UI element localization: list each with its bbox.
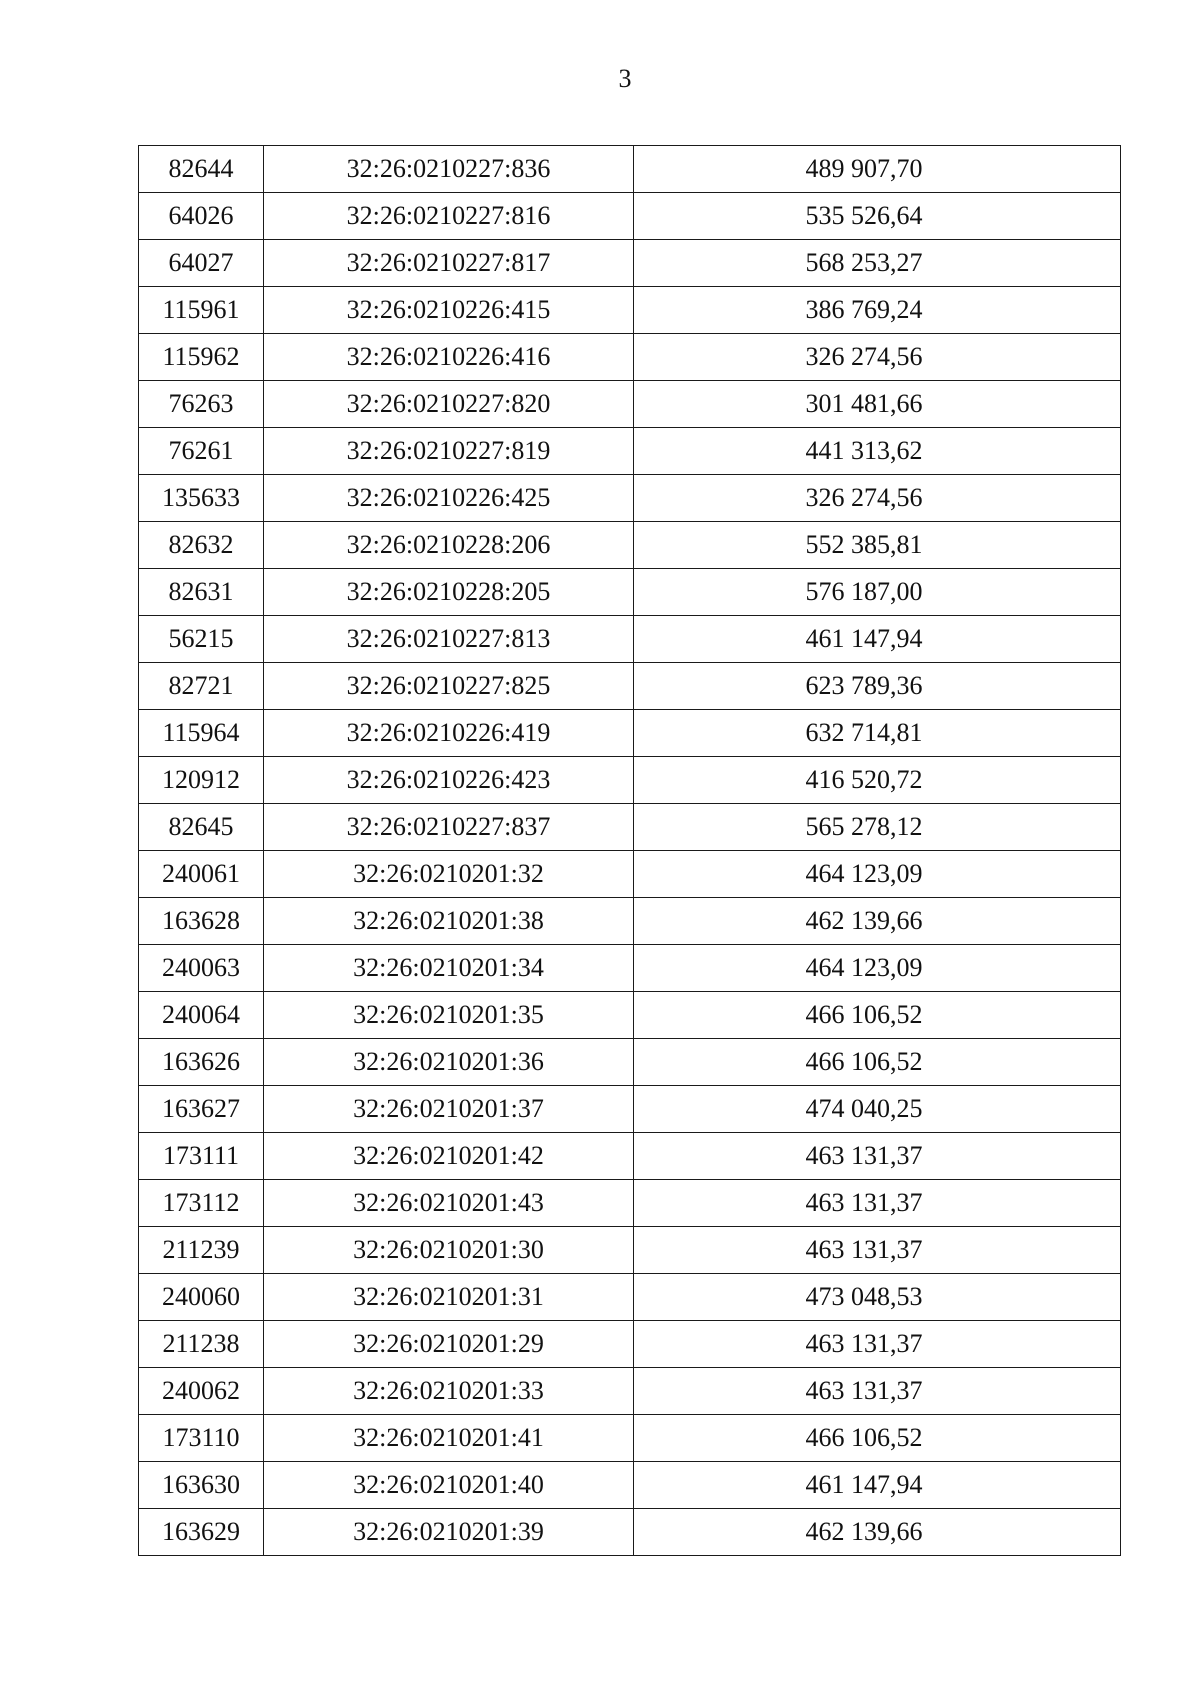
cadastral-value-cell: 463 131,37 (634, 1133, 1121, 1180)
object-id-cell: 120912 (139, 757, 264, 804)
cadastral-value-cell: 326 274,56 (634, 334, 1121, 381)
table-row (139, 240, 1121, 287)
cadastral-value-cell: 461 147,94 (634, 1462, 1121, 1509)
object-id-cell: 163628 (139, 898, 264, 945)
cadastral-number-cell: 32:26:0210226:415 (264, 287, 634, 334)
table-row (139, 757, 1121, 804)
cadastral-number-cell: 32:26:0210201:32 (264, 851, 634, 898)
cadastral-value-table (138, 145, 1121, 1556)
cadastral-value-cell: 466 106,52 (634, 1039, 1121, 1086)
table-row (139, 475, 1121, 522)
cadastral-number-cell: 32:26:0210201:31 (264, 1274, 634, 1321)
cadastral-value-cell: 535 526,64 (634, 193, 1121, 240)
cadastral-number-cell: 32:26:0210227:816 (264, 193, 634, 240)
table-row (139, 381, 1121, 428)
cadastral-number-cell: 32:26:0210201:33 (264, 1368, 634, 1415)
table-body (139, 146, 1121, 1556)
object-id-cell: 240063 (139, 945, 264, 992)
cadastral-number-cell: 32:26:0210227:836 (264, 146, 634, 193)
cadastral-value-cell: 474 040,25 (634, 1086, 1121, 1133)
object-id-cell: 135633 (139, 475, 264, 522)
cadastral-value-cell: 568 253,27 (634, 240, 1121, 287)
object-id-cell: 76263 (139, 381, 264, 428)
cadastral-number-cell: 32:26:0210228:206 (264, 522, 634, 569)
object-id-cell: 82645 (139, 804, 264, 851)
table-row (139, 898, 1121, 945)
table-row (139, 428, 1121, 475)
table-row (139, 1180, 1121, 1227)
cadastral-value-cell: 386 769,24 (634, 287, 1121, 334)
cadastral-value-cell: 565 278,12 (634, 804, 1121, 851)
cadastral-number-cell: 32:26:0210227:813 (264, 616, 634, 663)
cadastral-value-cell: 632 714,81 (634, 710, 1121, 757)
cadastral-value-cell: 464 123,09 (634, 851, 1121, 898)
table-row (139, 1227, 1121, 1274)
object-id-cell: 173110 (139, 1415, 264, 1462)
cadastral-value-cell: 461 147,94 (634, 616, 1121, 663)
cadastral-value-cell: 473 048,53 (634, 1274, 1121, 1321)
cadastral-value-cell: 466 106,52 (634, 992, 1121, 1039)
cadastral-number-cell: 32:26:0210227:825 (264, 663, 634, 710)
object-id-cell: 240064 (139, 992, 264, 1039)
object-id-cell: 211238 (139, 1321, 264, 1368)
table-row (139, 1321, 1121, 1368)
object-id-cell: 240060 (139, 1274, 264, 1321)
object-id-cell: 56215 (139, 616, 264, 663)
cadastral-number-cell: 32:26:0210201:39 (264, 1509, 634, 1556)
cadastral-number-cell: 32:26:0210227:817 (264, 240, 634, 287)
cadastral-number-cell: 32:26:0210201:42 (264, 1133, 634, 1180)
table-row (139, 522, 1121, 569)
cadastral-value-cell: 463 131,37 (634, 1180, 1121, 1227)
cadastral-number-cell: 32:26:0210201:43 (264, 1180, 634, 1227)
table-row (139, 1462, 1121, 1509)
object-id-cell: 163626 (139, 1039, 264, 1086)
cadastral-number-cell: 32:26:0210227:820 (264, 381, 634, 428)
cadastral-number-cell: 32:26:0210201:35 (264, 992, 634, 1039)
object-id-cell: 163627 (139, 1086, 264, 1133)
object-id-cell: 64026 (139, 193, 264, 240)
object-id-cell: 82721 (139, 663, 264, 710)
cadastral-number-cell: 32:26:0210226:416 (264, 334, 634, 381)
object-id-cell: 163630 (139, 1462, 264, 1509)
cadastral-number-cell: 32:26:0210201:40 (264, 1462, 634, 1509)
cadastral-number-cell: 32:26:0210201:37 (264, 1086, 634, 1133)
object-id-cell: 163629 (139, 1509, 264, 1556)
object-id-cell: 211239 (139, 1227, 264, 1274)
table-row (139, 804, 1121, 851)
table-row (139, 663, 1121, 710)
cadastral-value-cell: 462 139,66 (634, 1509, 1121, 1556)
cadastral-number-cell: 32:26:0210201:29 (264, 1321, 634, 1368)
cadastral-number-cell: 32:26:0210201:30 (264, 1227, 634, 1274)
cadastral-number-cell: 32:26:0210226:425 (264, 475, 634, 522)
cadastral-number-cell: 32:26:0210226:423 (264, 757, 634, 804)
table-row (139, 1368, 1121, 1415)
cadastral-value-cell: 552 385,81 (634, 522, 1121, 569)
cadastral-number-cell: 32:26:0210201:34 (264, 945, 634, 992)
cadastral-value-cell: 326 274,56 (634, 475, 1121, 522)
table-row (139, 1039, 1121, 1086)
table-row (139, 851, 1121, 898)
cadastral-value-cell: 441 313,62 (634, 428, 1121, 475)
object-id-cell: 173112 (139, 1180, 264, 1227)
cadastral-value-cell: 466 106,52 (634, 1415, 1121, 1462)
cadastral-value-cell: 463 131,37 (634, 1368, 1121, 1415)
object-id-cell: 240062 (139, 1368, 264, 1415)
table-row (139, 1415, 1121, 1462)
cadastral-number-cell: 32:26:0210227:819 (264, 428, 634, 475)
cadastral-value-cell: 463 131,37 (634, 1321, 1121, 1368)
table-row (139, 287, 1121, 334)
table-row (139, 193, 1121, 240)
object-id-cell: 76261 (139, 428, 264, 475)
table-row (139, 616, 1121, 663)
cadastral-value-cell: 416 520,72 (634, 757, 1121, 804)
cadastral-value-cell: 489 907,70 (634, 146, 1121, 193)
table-row (139, 710, 1121, 757)
object-id-cell: 240061 (139, 851, 264, 898)
page-number: 3 (618, 64, 632, 93)
cadastral-value-cell: 623 789,36 (634, 663, 1121, 710)
cadastral-number-cell: 32:26:0210201:38 (264, 898, 634, 945)
table-row (139, 569, 1121, 616)
cadastral-number-cell: 32:26:0210226:419 (264, 710, 634, 757)
table-row (139, 1274, 1121, 1321)
object-id-cell: 173111 (139, 1133, 264, 1180)
table-row (139, 1133, 1121, 1180)
cadastral-value-cell: 576 187,00 (634, 569, 1121, 616)
cadastral-value-cell: 301 481,66 (634, 381, 1121, 428)
table-row (139, 146, 1121, 193)
table-row (139, 945, 1121, 992)
table-row (139, 334, 1121, 381)
cadastral-number-cell: 32:26:0210227:837 (264, 804, 634, 851)
table-row (139, 1509, 1121, 1556)
cadastral-value-cell: 463 131,37 (634, 1227, 1121, 1274)
cadastral-number-cell: 32:26:0210201:36 (264, 1039, 634, 1086)
object-id-cell: 115962 (139, 334, 264, 381)
object-id-cell: 82632 (139, 522, 264, 569)
object-id-cell: 82644 (139, 146, 264, 193)
table-row (139, 1086, 1121, 1133)
cadastral-number-cell: 32:26:0210228:205 (264, 569, 634, 616)
table-row (139, 992, 1121, 1039)
cadastral-value-cell: 462 139,66 (634, 898, 1121, 945)
cadastral-value-cell: 464 123,09 (634, 945, 1121, 992)
object-id-cell: 115964 (139, 710, 264, 757)
object-id-cell: 82631 (139, 569, 264, 616)
cadastral-number-cell: 32:26:0210201:41 (264, 1415, 634, 1462)
object-id-cell: 64027 (139, 240, 264, 287)
object-id-cell: 115961 (139, 287, 264, 334)
